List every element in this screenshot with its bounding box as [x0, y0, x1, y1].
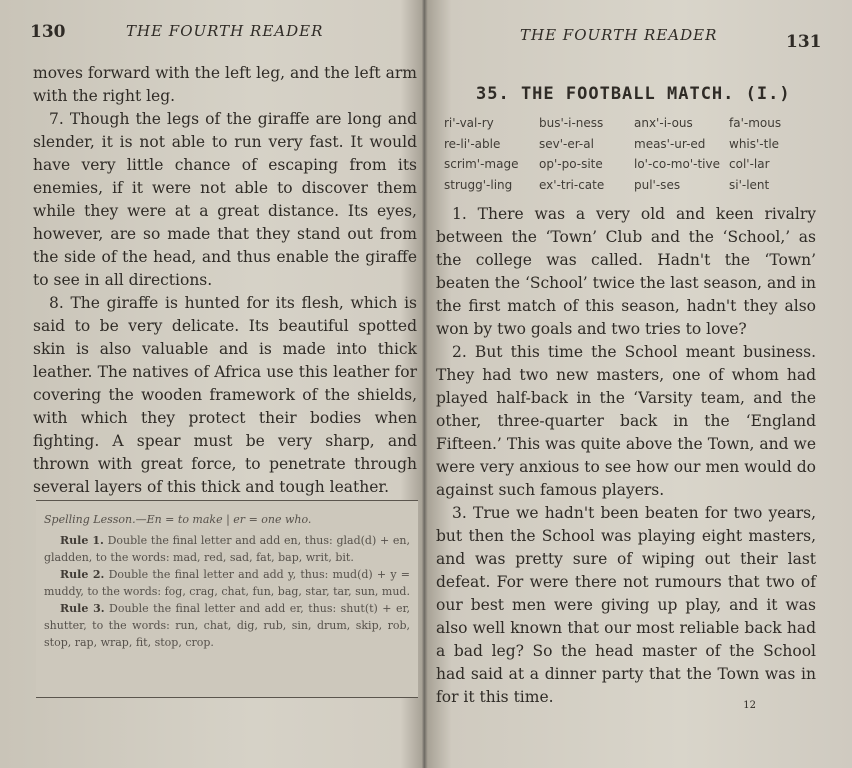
vocabulary-word: pul'-ses	[634, 177, 681, 192]
paragraph: 8. The giraffe is hunted for its flesh, which is said to be very delicate. Its beautiful spotted skin is also valuable and is made into thick leather. The natives of Africa use this leather for covering the wooden framework of the shields, with which they protect their bodies when fighting. A spear must be very sharp, and thrown with great force, to penetrate through several layers of this thick and tough leather.	[33, 294, 417, 496]
paragraph: 7. Though the legs of the giraffe are long and slender, it is not able to run very fast. It would have very little chance of escaping from its enemies, if it were not able to discover them while they were at a great distance. Its eyes, however, are so made that they stand out from the side of the head, and thus enable the giraffe to see in all directions.	[33, 110, 417, 289]
rule-text: Double the final letter and add y, thus: mud(d) + y = muddy, to the words: fog, crag, chat, fun, bag, star, tar, sun, mud.	[44, 568, 410, 598]
vocabulary-word: re-li'-able	[444, 136, 501, 151]
right-page-header	[426, 22, 852, 52]
vocabulary-word: col'-lar	[729, 157, 770, 171]
paragraph: 1. There was a very old and keen rivalry between the ‘Town’ Club and the ‘School,’ as the college was called. Hadn't the ‘Town’ beaten the ‘School’ twice the last season, and in the first match of this season, hadn't they also won by two goals and two tries to love?	[436, 205, 816, 338]
rule-label: Rule 1.	[60, 534, 104, 547]
vocabulary-word: si'-lent	[729, 177, 770, 192]
rule-text: Double the final letter and add en, thus: glad(d) + en, gladden, to the words: mad, red, sad, fat, bap, writ, bit.	[44, 534, 410, 564]
vocabulary-word: scrim'-mage	[444, 157, 519, 171]
vocabulary-word: ri'-val-ry	[444, 116, 494, 130]
rule-label: Rule 3.	[60, 602, 105, 615]
left-page-header	[0, 22, 420, 46]
spelling-rule	[44, 532, 410, 566]
rule-text: Double the final letter and add er, thus: shut(t) + er, shutter, to the words: run, chat, dig, rub, sin, drum, skip, rob, stop, rap, wrap, fit, stop, crop.	[44, 602, 411, 649]
spelling-rule	[44, 566, 410, 600]
vocabulary-row	[444, 178, 824, 199]
spelling-rule	[44, 600, 410, 651]
paragraph: 2. But this time the School meant business. They had two new masters, one of whom had played half-back in the ‘Varsity team, and the other, three-quarter back in the ‘England Fifteen.’ This was quite above the Town, and we were very anxious to see how our men would do against such famous players.	[436, 343, 816, 499]
vocabulary-word: whis'-tle	[729, 136, 780, 151]
page-number: 130	[30, 22, 66, 42]
spelling-lesson-title: Spelling Lesson.—En = to make | er = one who.	[44, 513, 312, 526]
paragraph: moves forward with the left leg, and the left arm with the right leg.	[33, 64, 417, 105]
paragraph: 3. True we hadn't been beaten for two years, but then the School was playing eight masters, and was pretty sure of wiping out their last defeat. For were there not rumours that two of our best men were giving up play, and it was also well known that our most reliable back had a bad leg? So the head master of the School had said at a dinner party that the Town was in for it this time.	[436, 504, 816, 706]
signature-mark: 12	[743, 700, 756, 711]
vocabulary-row	[444, 137, 824, 158]
vocabulary-row	[444, 157, 824, 178]
vocabulary-word: meas'-ur-ed	[634, 136, 706, 151]
right-page	[426, 0, 852, 768]
vocabulary-word: ex'-tri-cate	[539, 177, 605, 192]
vocabulary-word: sev'-er-al	[539, 136, 594, 151]
vocabulary-word: fa'-mous	[729, 116, 782, 130]
vocabulary-word: bus'-i-ness	[539, 116, 604, 130]
vocabulary-word: lo'-co-mo'-tive	[634, 157, 720, 171]
running-head: THE FOURTH READER	[520, 26, 718, 44]
spelling-lesson-box	[36, 500, 418, 698]
page-number: 131	[786, 32, 822, 52]
vocabulary-row	[444, 116, 824, 137]
vocabulary-word: anx'-i-ous	[634, 116, 693, 130]
right-body-text	[436, 203, 816, 709]
lesson-title: 35. THE FOOTBALL MATCH. (I.)	[476, 84, 791, 104]
vocabulary-word: strugg'-ling	[444, 177, 513, 192]
vocabulary-list	[444, 116, 824, 198]
rule-label: Rule 2.	[60, 568, 105, 581]
vocabulary-word: op'-po-site	[539, 157, 603, 171]
running-head: THE FOURTH READER	[126, 22, 324, 40]
left-body-text	[33, 62, 417, 499]
left-page	[0, 0, 420, 768]
